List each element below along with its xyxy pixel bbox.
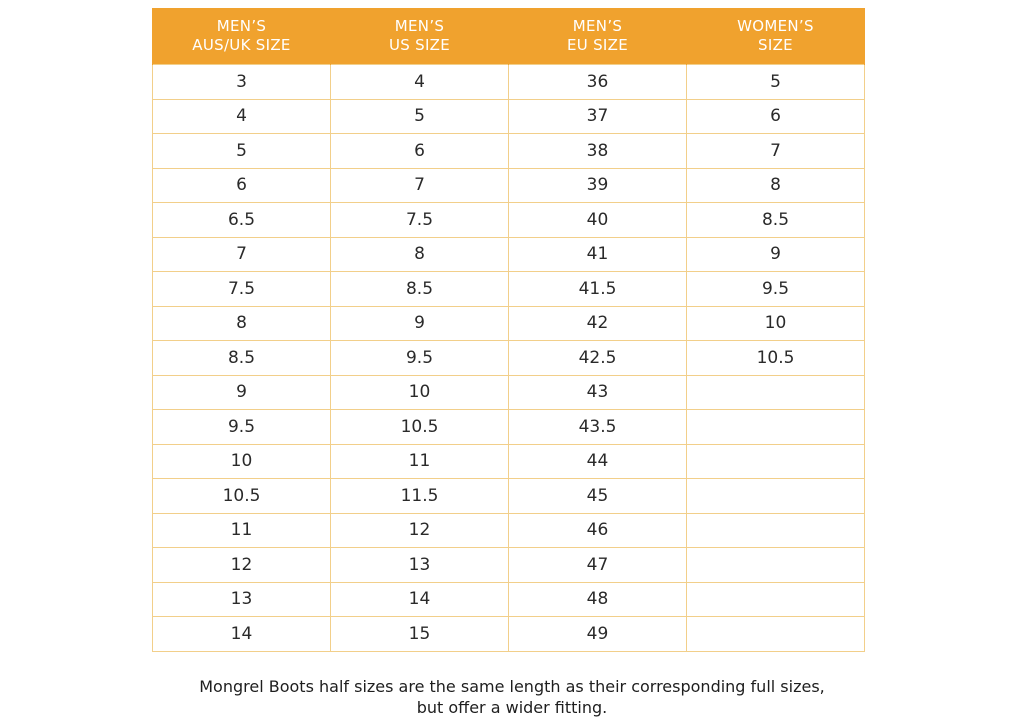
mens-aus-uk-size-cell: 12 (153, 548, 331, 583)
header-mens-us-size (331, 8, 509, 65)
mens-eu-size-cell: 37 (509, 99, 687, 134)
mens-aus-uk-size-cell: 7 (153, 237, 331, 272)
mens-us-size-cell: 15 (331, 617, 509, 652)
mens-us-size-cell: 8 (331, 237, 509, 272)
mens-eu-size-cell: 46 (509, 513, 687, 548)
header-line: AUS/UK SIZE (192, 36, 291, 54)
mens-aus-uk-size-cell: 6.5 (153, 203, 331, 238)
mens-aus-uk-size-cell: 7.5 (153, 272, 331, 307)
table-row (153, 134, 865, 169)
mens-eu-size-cell: 43.5 (509, 410, 687, 445)
mens-us-size-cell: 11 (331, 444, 509, 479)
table-row (153, 375, 865, 410)
womens-size-cell: 9 (687, 237, 865, 272)
mens-aus-uk-size-cell: 8.5 (153, 341, 331, 376)
mens-aus-uk-size-cell: 3 (153, 65, 331, 100)
table-row (153, 237, 865, 272)
table-row (153, 341, 865, 376)
mens-aus-uk-size-cell: 10 (153, 444, 331, 479)
mens-us-size-cell: 4 (331, 65, 509, 100)
table-row (153, 65, 865, 100)
size-chart-table (152, 8, 865, 652)
table-row (153, 99, 865, 134)
womens-size-cell (687, 479, 865, 514)
womens-size-cell (687, 513, 865, 548)
header-mens-aus-uk-size (153, 8, 331, 65)
womens-size-cell: 9.5 (687, 272, 865, 307)
mens-aus-uk-size-cell: 9.5 (153, 410, 331, 445)
womens-size-cell: 7 (687, 134, 865, 169)
header-line: SIZE (758, 36, 793, 54)
mens-aus-uk-size-cell: 11 (153, 513, 331, 548)
mens-us-size-cell: 8.5 (331, 272, 509, 307)
mens-us-size-cell: 12 (331, 513, 509, 548)
mens-aus-uk-size-cell: 4 (153, 99, 331, 134)
mens-us-size-cell: 9 (331, 306, 509, 341)
header-line: MEN’S (394, 17, 445, 35)
mens-us-size-cell: 7 (331, 168, 509, 203)
womens-size-cell: 8 (687, 168, 865, 203)
table-row (153, 168, 865, 203)
mens-us-size-cell: 11.5 (331, 479, 509, 514)
mens-eu-size-cell: 41 (509, 237, 687, 272)
header-womens-size (687, 8, 865, 65)
mens-eu-size-cell: 45 (509, 479, 687, 514)
mens-eu-size-cell: 47 (509, 548, 687, 583)
table-row (153, 203, 865, 238)
header-line: EU SIZE (566, 36, 629, 54)
mens-us-size-cell: 13 (331, 548, 509, 583)
mens-aus-uk-size-cell: 13 (153, 582, 331, 617)
mens-us-size-cell: 10 (331, 375, 509, 410)
header-line: MEN’S (216, 17, 267, 35)
table-row (153, 617, 865, 652)
mens-eu-size-cell: 49 (509, 617, 687, 652)
mens-eu-size-cell: 42 (509, 306, 687, 341)
womens-size-cell: 5 (687, 65, 865, 100)
mens-us-size-cell: 6 (331, 134, 509, 169)
header-line: MEN’S (572, 17, 623, 35)
womens-size-cell: 10.5 (687, 341, 865, 376)
mens-eu-size-cell: 40 (509, 203, 687, 238)
mens-eu-size-cell: 42.5 (509, 341, 687, 376)
womens-size-cell (687, 582, 865, 617)
mens-eu-size-cell: 41.5 (509, 272, 687, 307)
size-rows (153, 65, 865, 652)
footnote-line: but offer a wider fitting. (416, 698, 608, 717)
table-row (153, 444, 865, 479)
header-line: WOMEN’S (737, 17, 814, 35)
footnote-line: Mongrel Boots half sizes are the same length as their corresponding full sizes, (199, 677, 825, 696)
womens-size-cell: 10 (687, 306, 865, 341)
mens-eu-size-cell: 48 (509, 582, 687, 617)
mens-aus-uk-size-cell: 10.5 (153, 479, 331, 514)
table-row (153, 306, 865, 341)
header-row (153, 8, 865, 65)
womens-size-cell (687, 548, 865, 583)
womens-size-cell (687, 617, 865, 652)
mens-eu-size-cell: 39 (509, 168, 687, 203)
mens-aus-uk-size-cell: 14 (153, 617, 331, 652)
mens-us-size-cell: 10.5 (331, 410, 509, 445)
header-mens-eu-size (509, 8, 687, 65)
mens-eu-size-cell: 43 (509, 375, 687, 410)
table-row (153, 479, 865, 514)
womens-size-cell: 8.5 (687, 203, 865, 238)
mens-eu-size-cell: 44 (509, 444, 687, 479)
mens-eu-size-cell: 38 (509, 134, 687, 169)
table-row (153, 410, 865, 445)
mens-us-size-cell: 5 (331, 99, 509, 134)
table-row (153, 548, 865, 583)
womens-size-cell: 6 (687, 99, 865, 134)
womens-size-cell (687, 410, 865, 445)
mens-us-size-cell: 7.5 (331, 203, 509, 238)
table-row (153, 272, 865, 307)
mens-eu-size-cell: 36 (509, 65, 687, 100)
mens-aus-uk-size-cell: 8 (153, 306, 331, 341)
mens-aus-uk-size-cell: 5 (153, 134, 331, 169)
mens-us-size-cell: 9.5 (331, 341, 509, 376)
mens-aus-uk-size-cell: 6 (153, 168, 331, 203)
mens-aus-uk-size-cell: 9 (153, 375, 331, 410)
womens-size-cell (687, 444, 865, 479)
womens-size-cell (687, 375, 865, 410)
footnote (0, 676, 1024, 718)
table-row (153, 582, 865, 617)
table-row (153, 513, 865, 548)
mens-us-size-cell: 14 (331, 582, 509, 617)
header-line: US SIZE (388, 36, 451, 54)
